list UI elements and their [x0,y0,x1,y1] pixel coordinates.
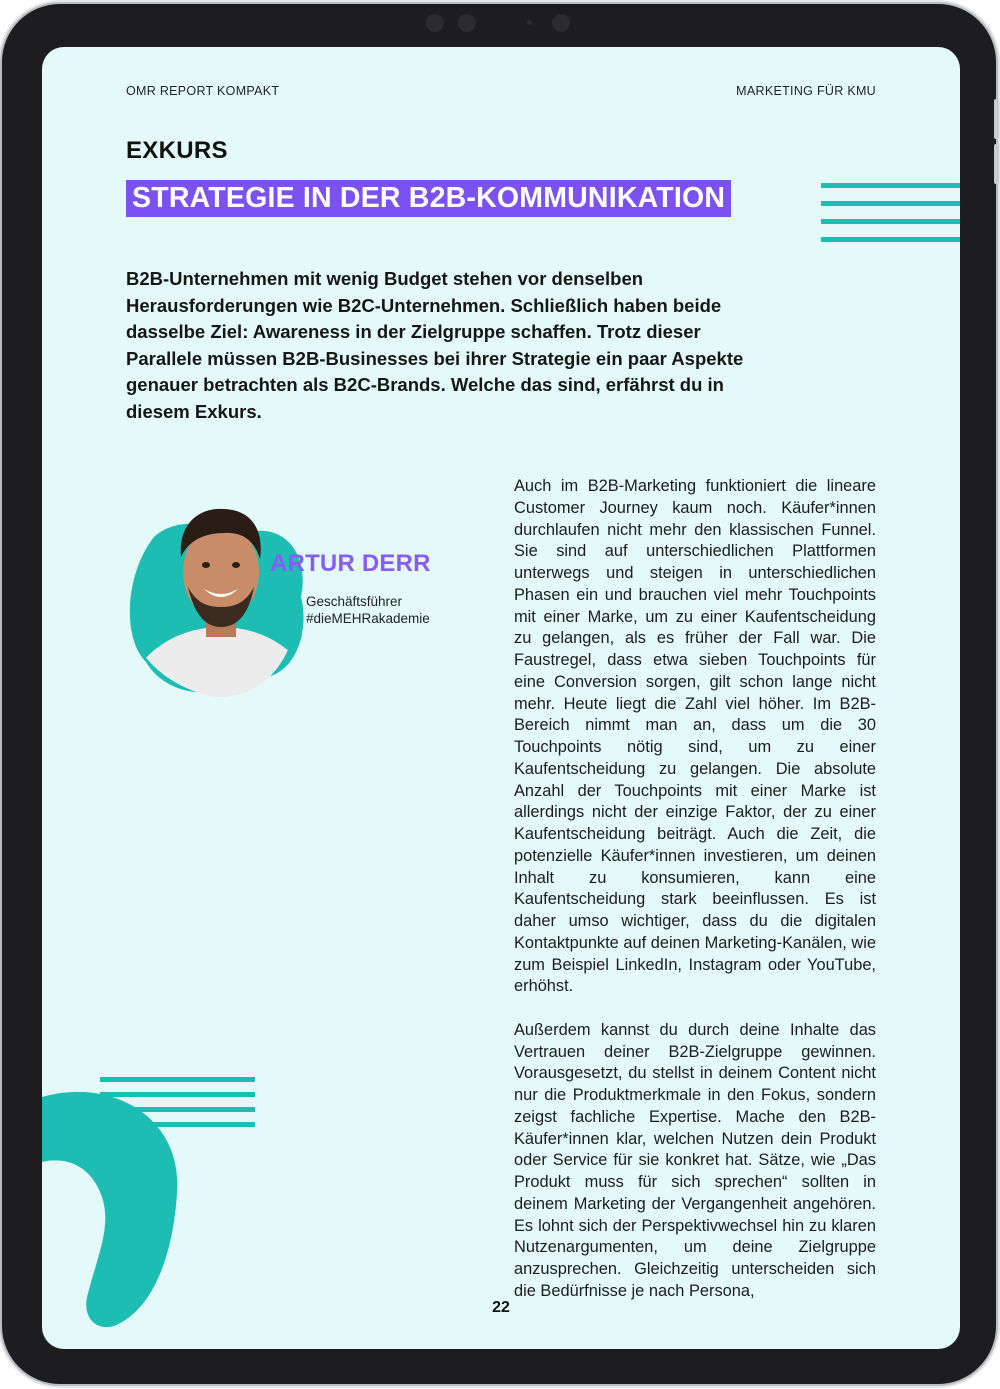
camera-dot [527,20,532,25]
teal-arc-shape [42,1092,177,1327]
stripe [821,219,960,224]
decorative-stripes-bottom [100,1077,255,1127]
eye-right [232,562,240,568]
tablet-frame [2,4,996,1384]
volume-button-top [994,99,999,139]
person-name: ARTUR DERR [270,550,431,577]
portrait-image [126,477,316,697]
person-role [306,593,430,627]
camera-sensor-2 [458,14,476,32]
stripe [100,1092,255,1097]
decorative-stripes-top [821,183,960,243]
stripe [100,1107,255,1112]
header-right: MARKETING FÜR KMU [736,84,876,98]
page-screen[interactable] [42,47,960,1349]
eye-left [202,562,210,568]
header-left: OMR REPORT KOMPAKT [126,84,280,98]
body-paragraph-1: Auch im B2B-Marketing funktioniert die lineare Customer Journey kaum noch. Käufer*innen durchlaufen nicht mehr den klassischen Funnel. Sie sind auf unterschiedlichen Plattformen unterwegs und steigen in unterschiedlichen Phasen ein und brauchen viel mehr Touchpoints mit einer Marke, um zu einer Kaufentscheidung zu gelangen, als es früher der Fall war. Die Faustregel, dass etwa sieben Touchpoints für eine Conversion sorgen, gilt schon lange nicht mehr. Heute liegt die Zahl viel höher. Im B2B-Bereich nimmt man an, dass um die 30 Touchpoints nötig sind, um zu einer Kaufentscheidung zu gelangen. Die absolute Anzahl der Touchpoints mit einer Marke ist allerdings nicht der einzige Faktor, der zu einer Kaufentscheidung beiträgt. Auch die Zeit, die potenzielle Käufer*innen investieren, um deinen Inhalt zu konsumieren, kann eine Kaufentscheidung stark beeinflussen. Es ist daher umso wichtiger, dass du die digitalen Kontaktpunkte auf deinen Marketing-Kanälen, wie zum Beispiel LinkedIn, Instagram oder YouTube, erhöhst. [514,477,876,996]
intro-text: B2B-Unternehmen mit wenig Budget stehen vor denselben Herausforderungen wie B2C-Unternehmen. Schließlich haben beide dasselbe Ziel: Awareness in der Zielgruppe schaffen. Trotz dieser Parallele müssen B2B-Businesses bei ihrer Strategie ein paar Aspekte genauer betrachten als B2C-Brands. Welche das sind, erfährst du in diesem Exkurs. [126,268,744,422]
body-paragraph-2: Außerdem kannst du durch deine Inhalte das Vertrauen deiner B2B-Zielgruppe gewinnen. Vorausgesetzt, du stellst in deinem Content nicht nur die Produktmerkmale in den Fokus, sondern zeigst fachliche Expertise. Mache den B2B-Käufer*innen klar, welchen Nutzen dein Produkt oder Service für sie konkret hat. Sätze, wie „Das Produkt muss für sich sprechen“ sollten in deinem Marketing der Vergangenheit angehören. Es lohnt sich der Perspektivwechsel hin zu klaren Nutzenargumenten, um deine Zielgruppe anzusprechen. Gleichzeitig unterscheiden sich die Bedürfnisse je nach Persona, [514,1020,876,1300]
stripe [821,183,960,188]
camera-lens [552,14,570,32]
section-label: EXKURS [126,137,228,164]
stripe [821,237,960,242]
page-title: STRATEGIE IN DER B2B-KOMMUNIKATION [126,180,731,217]
person-role-company: #dieMEHRakademie [306,611,430,626]
camera-sensor-1 [426,14,444,32]
body-column [514,476,876,1324]
person-role-title: Geschäftsführer [306,594,403,609]
volume-button-bottom [994,144,999,184]
stripe [100,1077,255,1082]
stripe [100,1122,255,1127]
stripe [821,201,960,206]
page-number: 22 [492,1299,510,1316]
